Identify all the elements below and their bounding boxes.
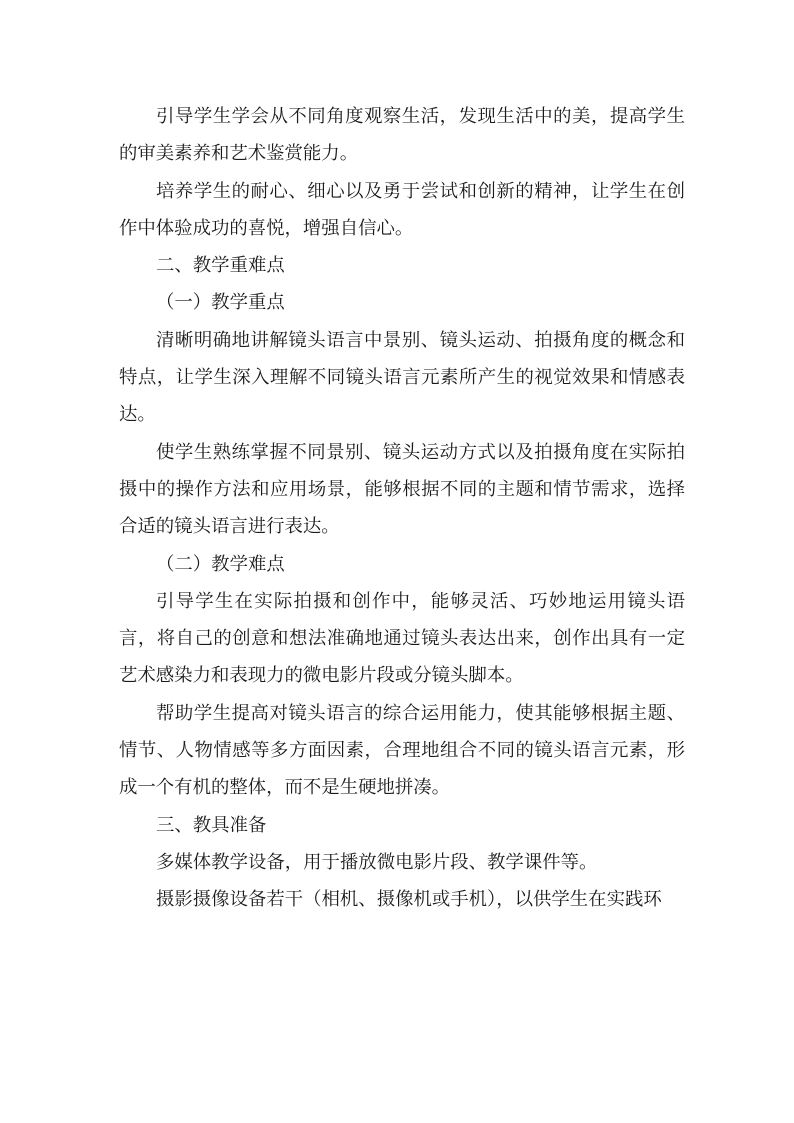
subsection-heading-key-points: （一）教学重点 <box>156 292 285 314</box>
section-heading-teaching-aids: 三、教具准备 <box>156 814 267 836</box>
paragraph-multimedia-equipment: 多媒体教学设备，用于播放微电影片段、教学课件等。 <box>156 851 598 873</box>
document-body <box>119 98 685 919</box>
paragraph-difficult-point-1: 引导学生在实际拍摄和创作中，能够灵活、巧妙地运用镜头语言，将自己的创意和想法准确地通过镜头表达出来，创作出具有一定艺术感染力和表现力的微电影片段或分镜头脚本。 <box>119 590 685 687</box>
paragraph-patience-goal: 培养学生的耐心、细心以及勇于尝试和创新的精神，让学生在创作中体验成功的喜悦，增强自信心。 <box>119 180 685 239</box>
subsection-heading-difficult-points: （二）教学难点 <box>156 553 285 575</box>
paragraph-key-point-2: 使学生熟练掌握不同景别、镜头运动方式以及拍摄角度在实际拍摄中的操作方法和应用场景，能够根据不同的主题和情节需求，选择合适的镜头语言进行表达。 <box>119 441 685 538</box>
paragraph-key-point-1: 清晰明确地讲解镜头语言中景别、镜头运动、拍摄角度的概念和特点，让学生深入理解不同镜头语言元素所产生的视觉效果和情感表达。 <box>119 329 685 426</box>
section-heading-key-difficult-points: 二、教学重难点 <box>156 255 285 277</box>
paragraph-camera-equipment: 摄影摄像设备若干（相机、摄像机或手机），以供学生在实践环 <box>156 889 662 911</box>
paragraph-difficult-point-2: 帮助学生提高对镜头语言的综合运用能力，使其能够根据主题、情节、人物情感等多方面因素，合理地组合不同的镜头语言元素，形成一个有机的整体，而不是生硬地拼凑。 <box>119 702 685 799</box>
paragraph-aesthetic-goal: 引导学生学会从不同角度观察生活，发现生活中的美，提高学生的审美素养和艺术鉴赏能力。 <box>119 106 685 165</box>
